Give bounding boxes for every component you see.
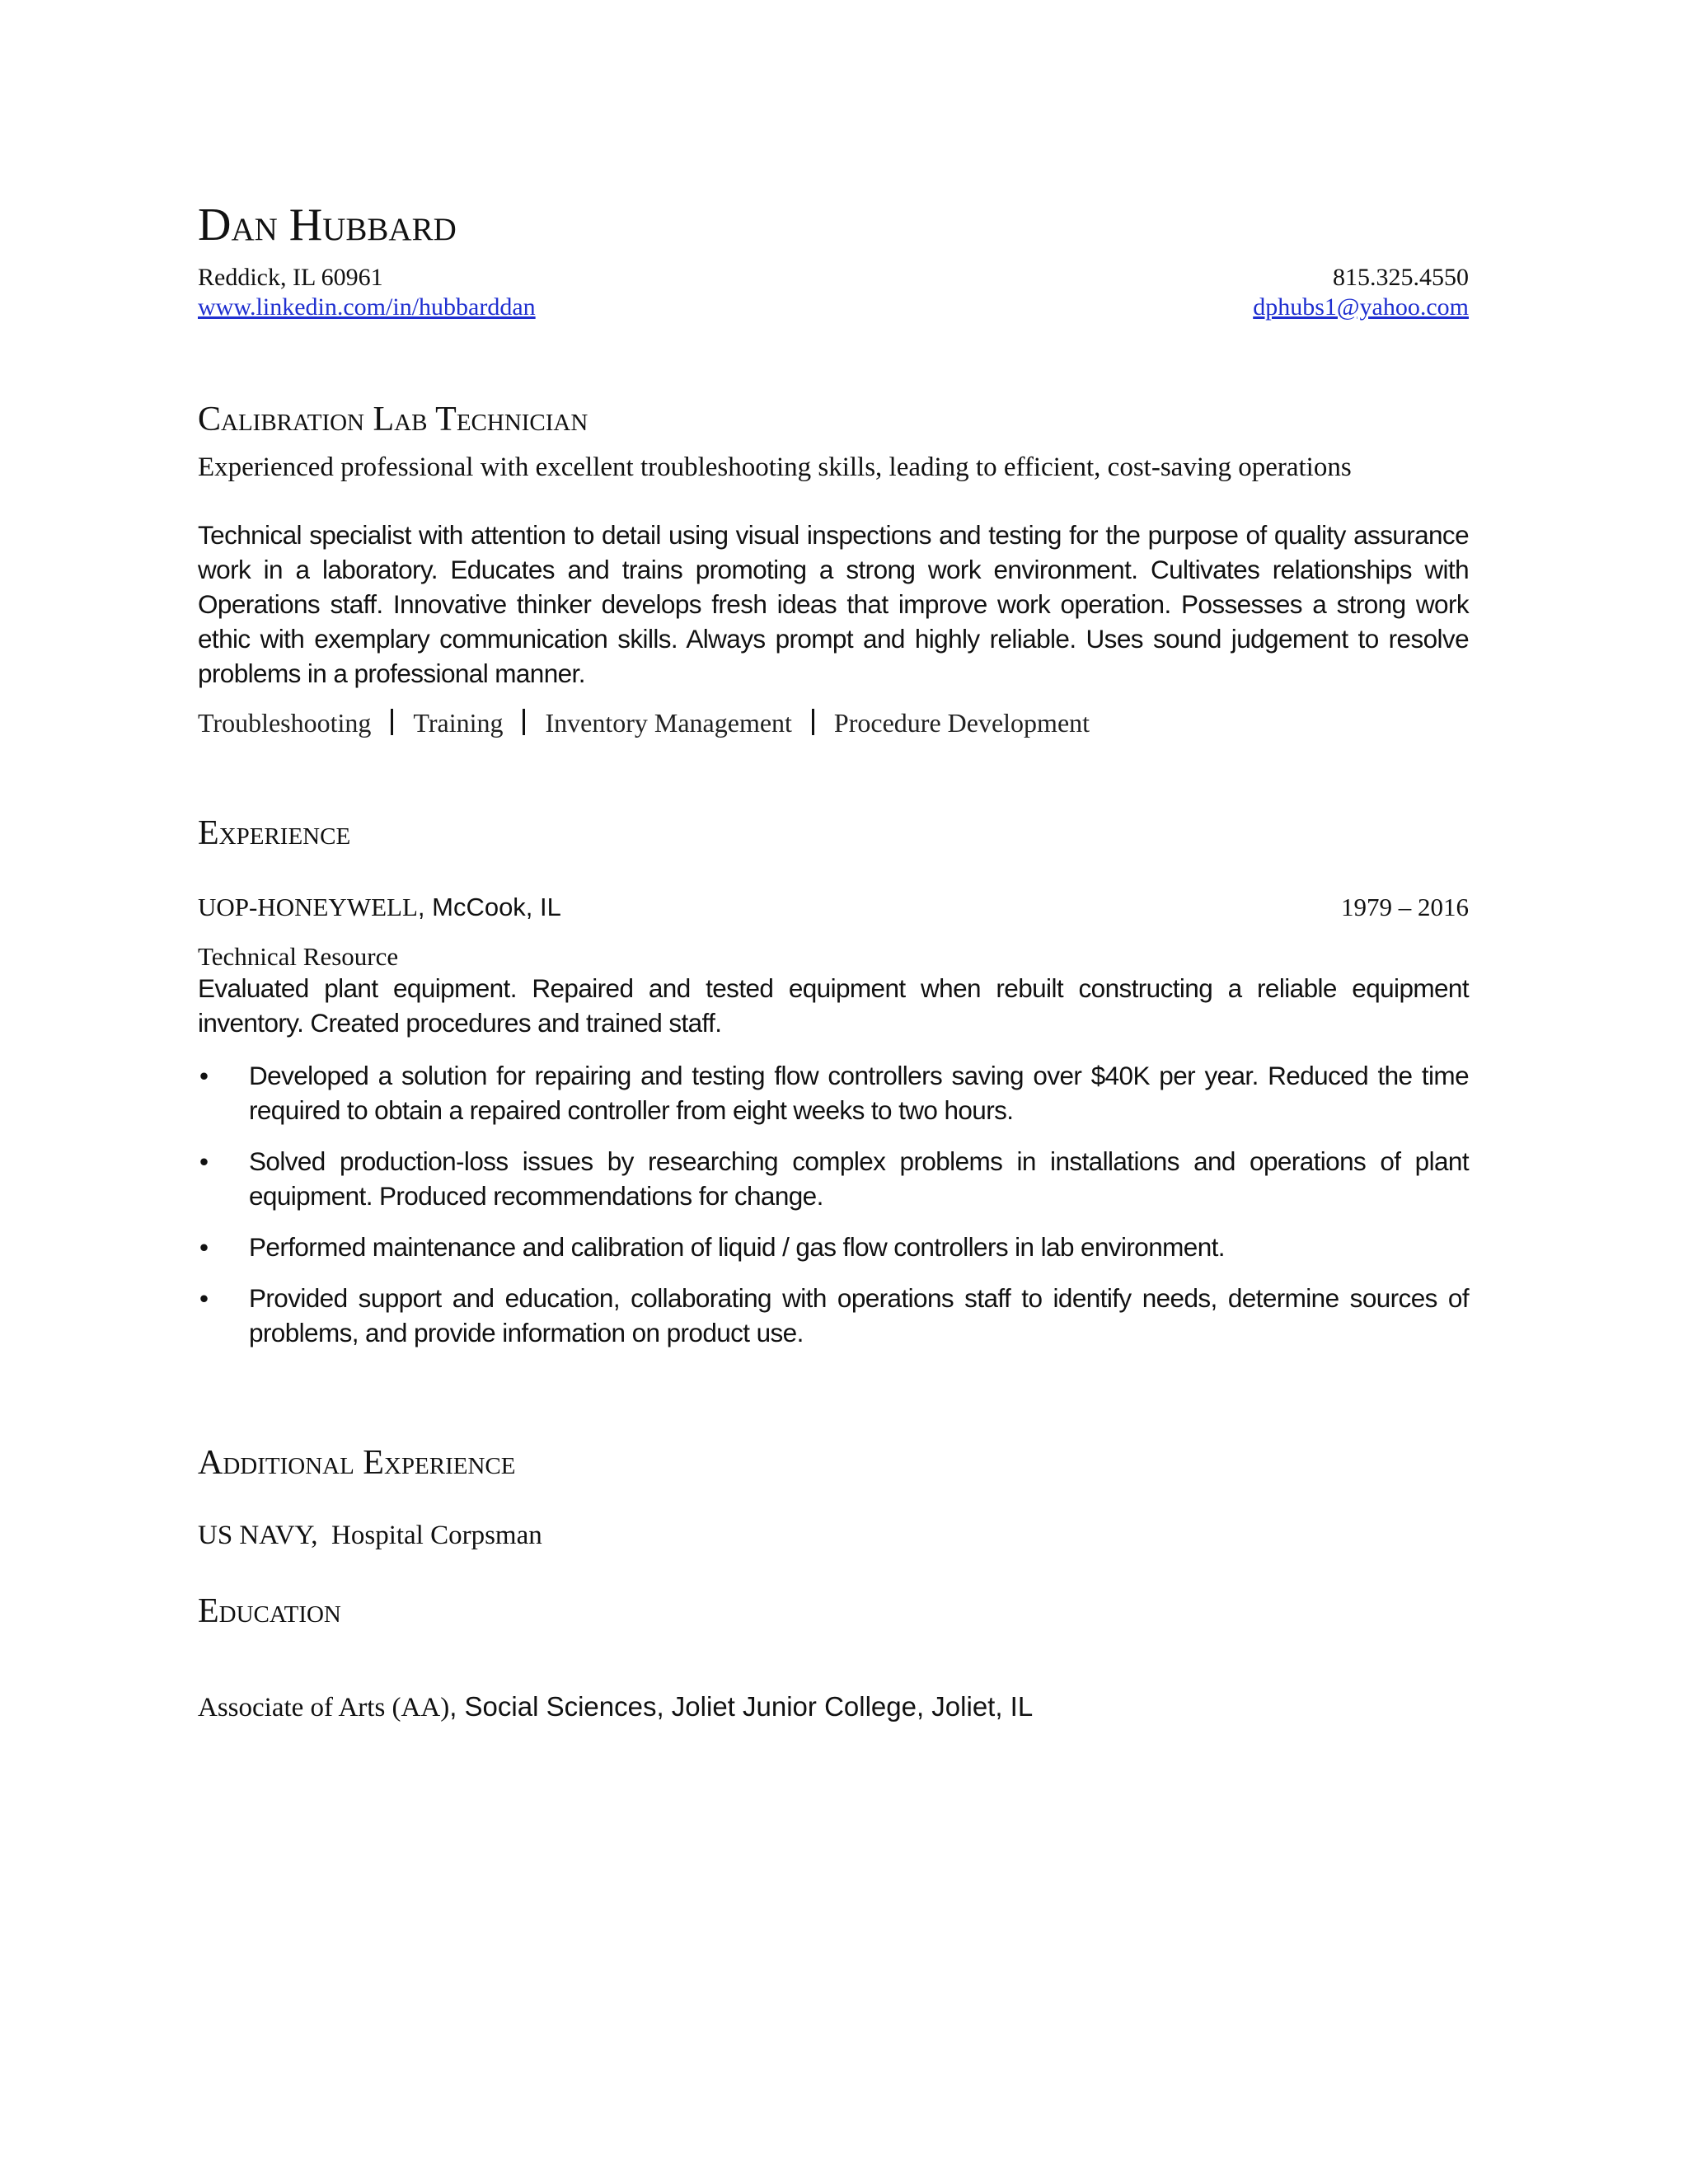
bullet-icon: • (199, 1283, 209, 1313)
separator-bar (523, 709, 525, 735)
bullet-text: Performed maintenance and calibration of liquid / gas flow controllers in lab environment. (249, 1232, 1225, 1262)
skills-list (198, 705, 1090, 740)
list-item (198, 1230, 1469, 1264)
bullet-icon: • (199, 1232, 209, 1262)
headline-heading: Calibration Lab Technician (198, 401, 588, 438)
linkedin-link[interactable]: www.linkedin.com/in/hubbarddan (198, 293, 536, 321)
job-dates: 1979 – 2016 (1341, 893, 1469, 921)
list-item (198, 1281, 1469, 1350)
contact-row-2 (198, 292, 1469, 323)
bullet-text: Solved production-loss issues by researching complex problems in installations and operations of plant equipment. Produced recommendations for change. (249, 1146, 1469, 1211)
bullet-icon: • (199, 1061, 209, 1090)
separator-bar (812, 709, 814, 735)
list-item (198, 1144, 1469, 1213)
experience-heading: Experience (198, 814, 351, 852)
skill-item: Training (413, 708, 504, 738)
contact-row-1 (198, 262, 1469, 293)
skill-item: Troubleshooting (198, 708, 372, 738)
org-name: US NAVY (198, 1521, 312, 1550)
separator-bar (391, 709, 393, 735)
candidate-name: Dan Hubbard (198, 199, 457, 251)
company-name: UOP-HONEYWELL (198, 893, 418, 921)
tagline-text: Experienced professional with excellent troubleshooting skills, leading to efficient, cost-saving operations (198, 452, 1352, 482)
additional-experience-heading: Additional Experience (198, 1444, 516, 1482)
achievement-list (198, 1058, 1469, 1366)
location-text: Reddick, IL 60961 (198, 264, 383, 291)
skill-item: Procedure Development (833, 708, 1090, 738)
bullet-icon: • (199, 1146, 209, 1176)
role-name: Hospital Corpsman (331, 1521, 542, 1550)
bullet-text: Developed a solution for repairing and testing flow controllers saving over $40K per year. Reduced the time required to obtain a repaired controller from eight weeks to two hours. (249, 1061, 1469, 1125)
education-entry (198, 1690, 1033, 1725)
summary-paragraph: Technical specialist with attention to detail using visual inspections and testing for the purpose of quality assurance work in a laboratory. Educates and trains promoting a strong work environment. Cultivates relationships with Operations staff. Innovative thinker develops fresh ideas that improve work operation. Possesses a strong work ethic with exemplary communication skills. Always prompt and highly reliable. Uses sound judgement to resolve problems in a professional manner. (198, 520, 1469, 688)
list-item (198, 1058, 1469, 1127)
bullet-text: Provided support and education, collaborating with operations staff to identify needs, determine sources of problems, and provide information on product use. (249, 1283, 1469, 1347)
education-heading: Education (198, 1592, 341, 1630)
company-location: , McCook, IL (417, 893, 561, 921)
additional-experience-entry: US NAVY, Hospital Corpsman (198, 1521, 542, 1550)
job-employer (198, 890, 561, 925)
job-title: Technical Resource (198, 942, 399, 971)
email-link[interactable]: dphubs1@yahoo.com (1253, 293, 1469, 321)
degree-name: Associate of Arts (AA) (198, 1693, 450, 1722)
job-header (198, 890, 1469, 925)
phone-text: 815.325.4550 (1333, 264, 1469, 291)
skill-item: Inventory Management (545, 708, 792, 738)
degree-details: , Social Sciences, Joliet Junior College, Joliet, IL (449, 1691, 1034, 1722)
job-description: Evaluated plant equipment. Repaired and tested equipment when rebuilt constructing a reliable equipment inventory. Created procedures and trained staff. (198, 973, 1469, 1038)
